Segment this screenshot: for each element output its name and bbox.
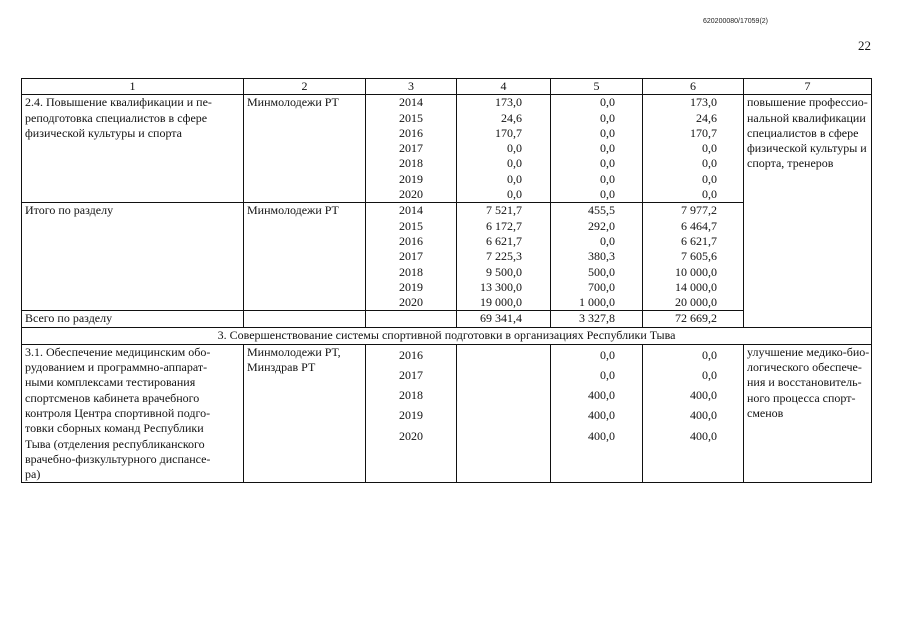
amount-value: 24,6 (501, 110, 522, 125)
amount-value: 0,0 (600, 125, 615, 140)
amount-value: 1 000,0 (579, 295, 615, 310)
measure-name-line: Тыва (отделения республиканского (25, 436, 205, 451)
result-line: нальной квалификации (747, 110, 866, 125)
measure-name-line: товки сборных команд Республики (25, 421, 204, 436)
section-heading-row (22, 327, 872, 344)
empty-cell (457, 344, 551, 483)
amount-value: 400,0 (690, 408, 717, 423)
amount-value: 400,0 (690, 428, 717, 443)
column-header: 1 (22, 79, 244, 95)
amount-value: 6 621,7 (486, 233, 522, 248)
year-value: 2020 (399, 187, 423, 202)
executor-cell (244, 344, 366, 483)
amount-value: 400,0 (588, 388, 615, 403)
amount-value: 7 521,7 (486, 203, 522, 218)
year-value: 2015 (399, 110, 423, 125)
year-value: 2019 (399, 171, 423, 186)
year-value: 2018 (399, 388, 423, 403)
empty-cell (244, 311, 366, 327)
column-header: 2 (244, 79, 366, 95)
amount-value: 0,0 (600, 347, 615, 362)
year-value: 2019 (399, 279, 423, 294)
col5-cell (551, 95, 643, 203)
measure-name-line: реподготовка специалистов в сфере (25, 110, 208, 125)
years-cell (366, 344, 457, 483)
amount-value: 400,0 (588, 428, 615, 443)
amount-value: 0,0 (702, 171, 717, 186)
total-label: Итого по разделу (25, 203, 114, 218)
executor-text: Минздрав РТ (247, 360, 316, 375)
expected-result-cell (744, 344, 872, 483)
amount-value: 7 977,2 (681, 203, 717, 218)
amount-value: 173,0 (495, 95, 522, 110)
result-line: логического обеспече- (747, 360, 862, 375)
amount-value: 0,0 (600, 110, 615, 125)
amount-value: 0,0 (600, 141, 615, 156)
measure-name-line: ра) (25, 467, 41, 482)
year-value: 2018 (399, 156, 423, 171)
amount-value: 292,0 (588, 218, 615, 233)
year-value: 2017 (399, 367, 423, 382)
grand-total-col5: 3 327,8 (551, 311, 643, 327)
table-row (22, 344, 872, 483)
result-line: ния и восстановитель- (747, 375, 862, 390)
result-line: спорта, тренеров (747, 156, 834, 171)
amount-value: 20 000,0 (675, 295, 717, 310)
total-label-cell (22, 203, 244, 311)
year-value: 2014 (399, 95, 423, 110)
column-header: 5 (551, 79, 643, 95)
year-value: 2019 (399, 408, 423, 423)
amount-value: 10 000,0 (675, 264, 717, 279)
column-header: 7 (744, 79, 872, 95)
measure-name-line: спортсменов кабинета врачебного (25, 390, 200, 405)
measure-name-line: 3.1. Обеспечение медицинским обо- (25, 344, 211, 359)
grand-total-label-cell (22, 311, 244, 327)
result-line: повышение профессио- (747, 95, 868, 110)
amount-value: 6 172,7 (486, 218, 522, 233)
column-number-row (22, 79, 872, 95)
executor-cell (244, 95, 366, 203)
col5-cell (551, 344, 643, 483)
result-line: специалистов в сфере (747, 125, 859, 140)
result-line: ного процесса спорт- (747, 390, 856, 405)
measure-name-line: контроля Центра спортивной подго- (25, 405, 211, 420)
table-row (22, 95, 872, 203)
amount-value: 0,0 (702, 347, 717, 362)
amount-value: 0,0 (507, 141, 522, 156)
measure-name-line: врачебно-физкультурного диспансе- (25, 451, 211, 466)
executor-text: Минмолодежи РТ (247, 203, 339, 218)
measure-name-line: рудованием и программно-аппарат- (25, 360, 208, 375)
amount-value: 170,7 (495, 125, 522, 140)
measure-name-cell (22, 95, 244, 203)
empty-cell (366, 311, 457, 327)
result-line: улучшение медико-био- (747, 344, 870, 359)
column-header: 6 (643, 79, 744, 95)
data-table (21, 78, 872, 483)
grand-total-label: Всего по разделу (25, 311, 113, 326)
year-value: 2017 (399, 141, 423, 156)
grand-total-col4: 69 341,4 (457, 311, 551, 327)
amount-value: 400,0 (588, 408, 615, 423)
year-value: 2017 (399, 249, 423, 264)
amount-value: 455,5 (588, 203, 615, 218)
amount-value: 0,0 (702, 187, 717, 202)
amount-value: 500,0 (588, 264, 615, 279)
amount-value: 0,0 (702, 141, 717, 156)
amount-value: 0,0 (600, 233, 615, 248)
amount-value: 0,0 (600, 156, 615, 171)
amount-value: 19 000,0 (480, 295, 522, 310)
column-header: 4 (457, 79, 551, 95)
col5-cell (551, 203, 643, 311)
amount-value: 7 605,6 (681, 249, 717, 264)
col6-cell (643, 95, 744, 203)
years-cell (366, 203, 457, 311)
amount-value: 7 225,3 (486, 249, 522, 264)
amount-value: 0,0 (507, 187, 522, 202)
amount-value: 0,0 (507, 156, 522, 171)
year-value: 2016 (399, 233, 423, 248)
col6-cell (643, 344, 744, 483)
section-title: 3. Совершенствование системы спортивной подготовки в организациях Республики Тыва (22, 327, 872, 344)
amount-value: 173,0 (690, 95, 717, 110)
expected-result-cell (744, 95, 872, 327)
grand-total-col6: 72 669,2 (643, 311, 744, 327)
year-value: 2018 (399, 264, 423, 279)
executor-text: Минмолодежи РТ (247, 95, 339, 110)
amount-value: 700,0 (588, 279, 615, 294)
amount-value: 0,0 (600, 367, 615, 382)
measure-name-line: физической культуры и спорта (25, 125, 183, 140)
amount-value: 0,0 (600, 171, 615, 186)
column-header: 3 (366, 79, 457, 95)
amount-value: 0,0 (702, 367, 717, 382)
amount-value: 13 300,0 (480, 279, 522, 294)
page-number: 22 (858, 38, 871, 53)
amount-value: 0,0 (600, 187, 615, 202)
col4-cell (457, 203, 551, 311)
amount-value: 0,0 (702, 156, 717, 171)
col6-cell (643, 203, 744, 311)
amount-value: 170,7 (690, 125, 717, 140)
executor-text: Минмолодежи РТ, (247, 344, 341, 359)
result-line: физической культуры и (747, 141, 867, 156)
amount-value: 6 464,7 (681, 218, 717, 233)
amount-value: 400,0 (690, 388, 717, 403)
year-value: 2020 (399, 428, 423, 443)
document-code: 620200080/17059(2) (703, 18, 769, 25)
result-line: сменов (747, 405, 784, 420)
year-value: 2016 (399, 125, 423, 140)
measure-name-line: ными комплексами тестирования (25, 375, 196, 390)
amount-value: 0,0 (507, 171, 522, 186)
amount-value: 24,6 (696, 110, 717, 125)
amount-value: 380,3 (588, 249, 615, 264)
year-value: 2015 (399, 218, 423, 233)
amount-value: 14 000,0 (675, 279, 717, 294)
measure-name-line: 2.4. Повышение квалификации и пе- (25, 95, 212, 110)
year-value: 2020 (399, 295, 423, 310)
year-value: 2016 (399, 347, 423, 362)
amount-value: 6 621,7 (681, 233, 717, 248)
amount-value: 0,0 (600, 95, 615, 110)
years-cell (366, 95, 457, 203)
amount-value: 9 500,0 (486, 264, 522, 279)
col4-cell (457, 95, 551, 203)
executor-cell (244, 203, 366, 311)
measure-name-cell (22, 344, 244, 483)
year-value: 2014 (399, 203, 423, 218)
